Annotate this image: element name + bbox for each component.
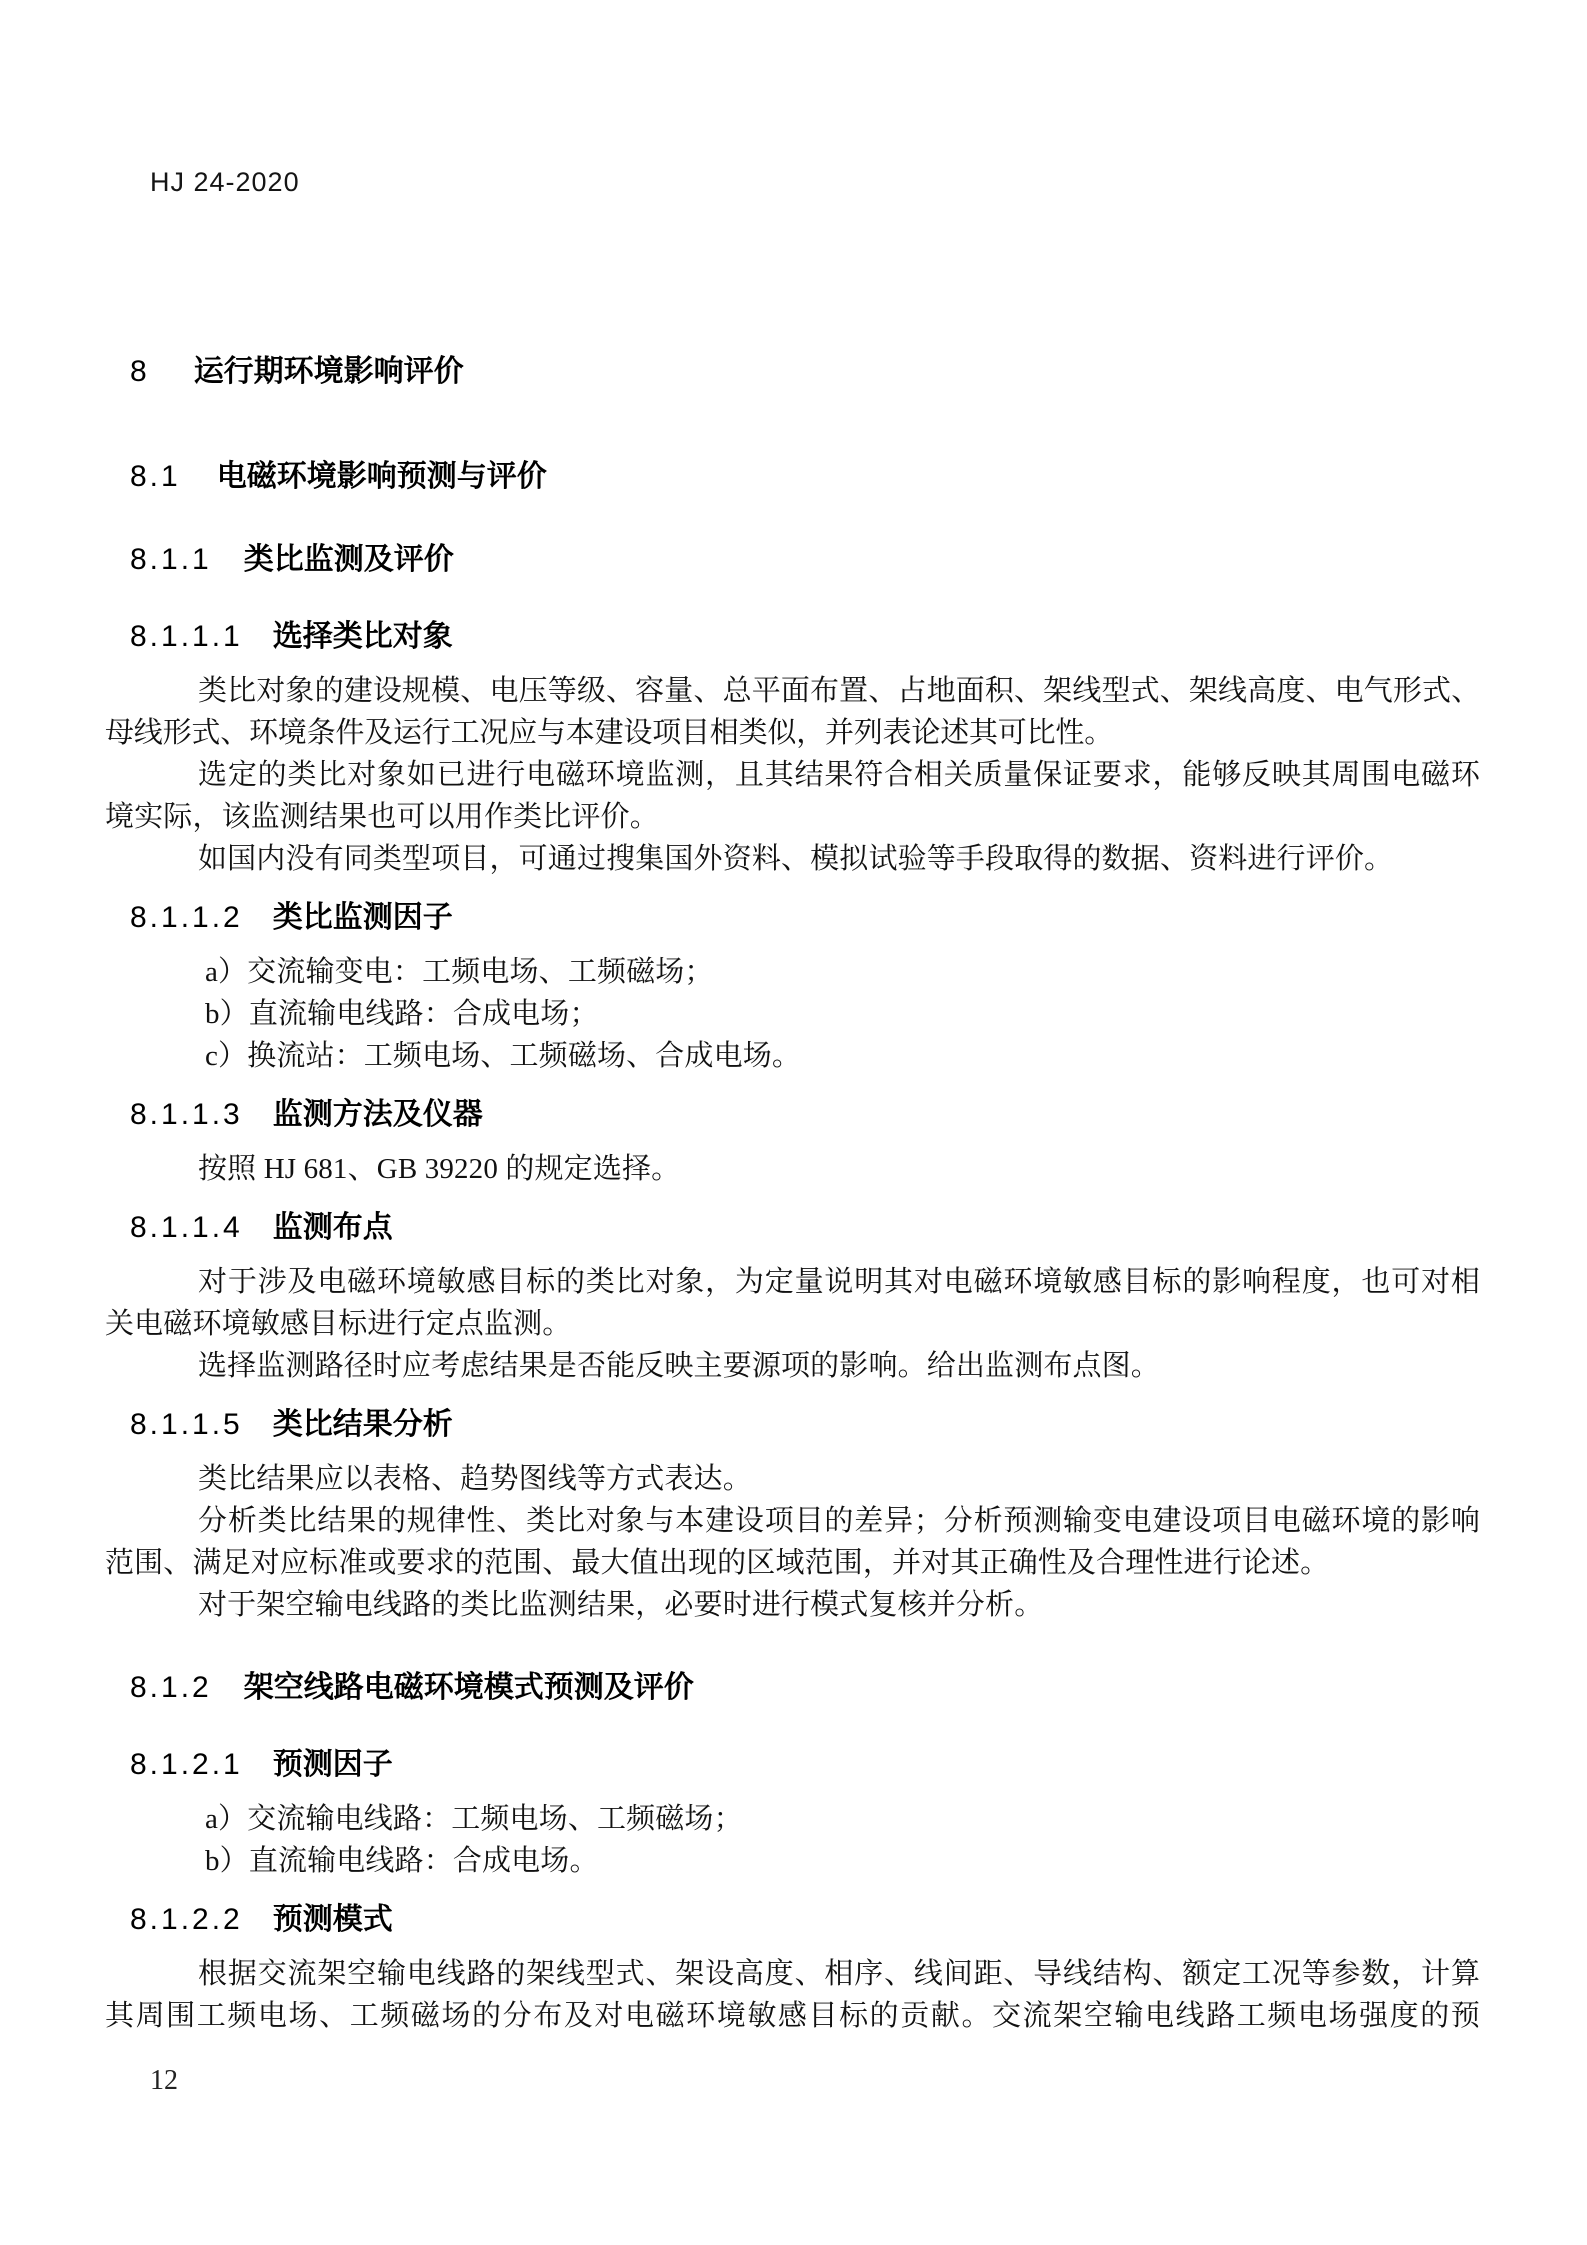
section-heading-8-1-1-1	[105, 619, 1480, 655]
section-heading-8-1-1-4	[105, 1210, 1480, 1246]
paragraph: 按照 HJ 681、GB 39220 的规定选择。	[198, 1153, 681, 1185]
paragraph: 对于涉及电磁环境敏感目标的类比对象，为定量说明其对电磁环境敏感目标的影响程度，也可对相关电磁环境敏感目标进行定点监测。	[105, 1266, 1480, 1340]
heading-number: 8.1.1.2	[130, 901, 243, 934]
heading-title: 架空线路电磁环境模式预测及评价	[243, 1671, 694, 1704]
heading-title: 预测因子	[272, 1748, 393, 1781]
section-heading-8	[105, 354, 1480, 390]
heading-number: 8.1.2.2	[130, 1903, 243, 1936]
heading-number: 8.1.1.1	[130, 620, 243, 653]
section-heading-8-1-1-2	[105, 900, 1480, 936]
heading-title: 监测方法及仪器	[272, 1098, 483, 1131]
heading-number: 8.1.1.4	[130, 1211, 243, 1244]
paragraph: 如国内没有同类型项目，可通过搜集国外资料、模拟试验等手段取得的数据、资料进行评价。	[198, 843, 1394, 875]
section-heading-8-1-2	[105, 1670, 1480, 1706]
paragraph: 选择监测路径时应考虑结果是否能反映主要源项的影响。给出监测布点图。	[198, 1350, 1160, 1382]
heading-title: 类比监测及评价	[243, 543, 454, 576]
document-content	[105, 0, 1480, 2037]
heading-number: 8.1.1	[130, 543, 212, 576]
section-heading-8-1-1-5	[105, 1407, 1480, 1443]
heading-title: 类比结果分析	[272, 1408, 453, 1441]
list-item: b）直流输电线路：合成电场；	[205, 998, 599, 1030]
section-heading-8-1-2-1	[105, 1747, 1480, 1783]
section-heading-8-1-1	[105, 542, 1480, 578]
heading-title: 电磁环境影响预测与评价	[216, 460, 547, 493]
heading-title: 类比监测因子	[272, 901, 453, 934]
heading-number: 8	[130, 355, 150, 388]
heading-title: 监测布点	[272, 1211, 393, 1244]
paragraph: 分析类比结果的规律性、类比对象与本建设项目的差异；分析预测输变电建设项目电磁环境的影响范围、满足对应标准或要求的范围、最大值出现的区域范围，并对其正确性及合理性进行论述。	[105, 1505, 1480, 1579]
heading-number: 8.1.1.5	[130, 1408, 243, 1441]
heading-title: 预测模式	[272, 1903, 393, 1936]
section-heading-8-1	[105, 459, 1480, 495]
page-number: 12	[150, 2065, 178, 2096]
paragraph: 类比结果应以表格、趋势图线等方式表达。	[198, 1463, 752, 1495]
heading-number: 8.1.1.3	[130, 1098, 243, 1131]
list-item: a）交流输电线路：工频电场、工频磁场；	[205, 1803, 743, 1835]
heading-number: 8.1.2	[130, 1671, 212, 1704]
heading-title: 运行期环境影响评价	[193, 355, 464, 388]
list-item: a）交流输变电：工频电场、工频磁场；	[205, 956, 714, 988]
section-heading-8-1-2-2	[105, 1902, 1480, 1938]
heading-number: 8.1	[130, 460, 181, 493]
paragraph: 对于架空输电线路的类比监测结果，必要时进行模式复核并分析。	[198, 1589, 1044, 1621]
section-heading-8-1-1-3	[105, 1097, 1480, 1133]
heading-title: 选择类比对象	[272, 620, 453, 653]
heading-number: 8.1.2.1	[130, 1748, 243, 1781]
running-header-standard-number: HJ 24-2020	[150, 167, 300, 197]
list-item: c）换流站：工频电场、工频磁场、合成电场。	[205, 1040, 802, 1072]
paragraph: 根据交流架空输电线路的架线型式、架设高度、相序、线间距、导线结构、额定工况等参数，计算其周围工频电场、工频磁场的分布及对电磁环境敏感目标的贡献。交流架空输电线路工频电场强度的预	[105, 1958, 1480, 2032]
paragraph: 选定的类比对象如已进行电磁环境监测，且其结果符合相关质量保证要求，能够反映其周围电磁环境实际，该监测结果也可以用作类比评价。	[105, 759, 1480, 833]
paragraph: 类比对象的建设规模、电压等级、容量、总平面布置、占地面积、架线型式、架线高度、电气形式、母线形式、环境条件及运行工况应与本建设项目相类似，并列表论述其可比性。	[105, 675, 1480, 749]
list-item: b）直流输电线路：合成电场。	[205, 1845, 599, 1877]
